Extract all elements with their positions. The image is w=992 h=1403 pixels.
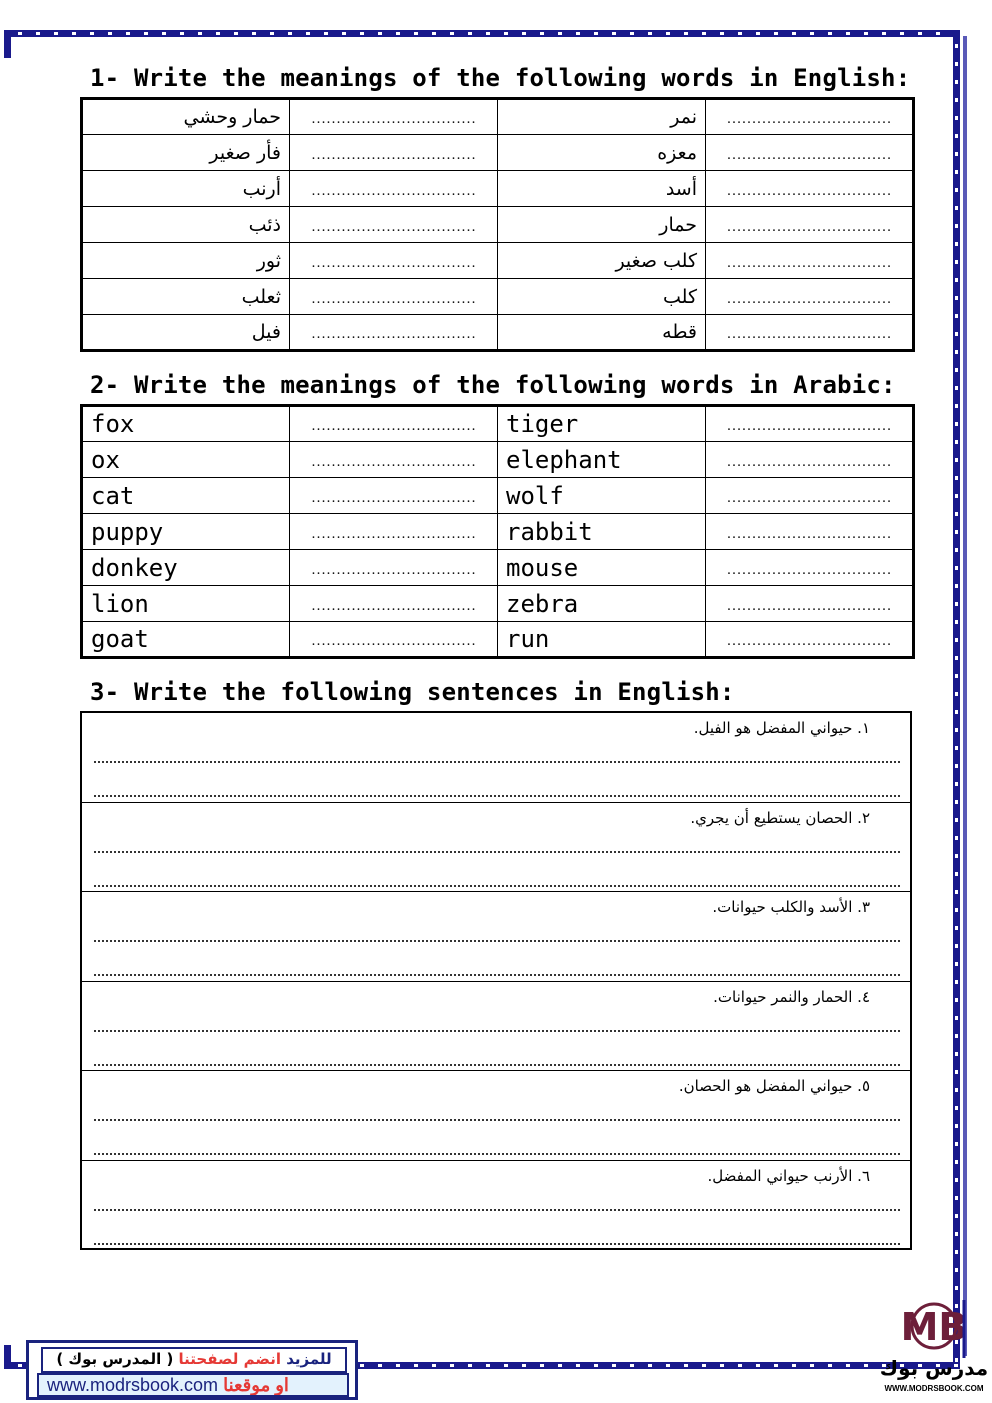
word-cell: puppy	[82, 514, 290, 550]
logo-name: مدرس بوك	[879, 1356, 989, 1380]
answer-line[interactable]	[94, 940, 900, 942]
answer-blank[interactable]: ……………………………	[706, 514, 914, 550]
section2-table	[80, 404, 915, 659]
answer-blank[interactable]: ……………………………	[290, 406, 498, 442]
table-row	[82, 586, 914, 622]
sentence-item	[82, 713, 910, 803]
answer-blank[interactable]: ……………………………	[290, 279, 498, 315]
table-row	[82, 442, 914, 478]
word-cell: أرنب	[82, 171, 290, 207]
section1-table	[80, 97, 915, 352]
word-cell: zebra	[498, 586, 706, 622]
sentence-text: ٣. الأسد والكلب حيوانات.	[712, 898, 870, 916]
word-cell: أسد	[498, 171, 706, 207]
word-cell: فأر صغير	[82, 135, 290, 171]
word-cell: wolf	[498, 478, 706, 514]
table-row	[82, 135, 914, 171]
word-cell: ثعلب	[82, 279, 290, 315]
answer-blank[interactable]: ……………………………	[290, 550, 498, 586]
frame-top-border	[4, 30, 960, 37]
word-cell: cat	[82, 478, 290, 514]
sentence-item	[82, 1071, 910, 1161]
table-row	[82, 279, 914, 315]
footer-or-site-text: او موقعنا	[223, 1375, 289, 1395]
modrsbook-logo	[878, 1296, 990, 1400]
sentence-text: ٤. الحمار والنمر حيوانات.	[713, 987, 870, 1006]
answer-blank[interactable]: ……………………………	[706, 586, 914, 622]
answer-blank[interactable]: ……………………………	[290, 207, 498, 243]
footer-page-name: ( المدرس بوك )	[56, 1350, 174, 1368]
sentence-item	[82, 892, 910, 982]
word-cell: حمار وحشي	[82, 99, 290, 135]
answer-line[interactable]	[94, 1030, 900, 1032]
answer-line[interactable]	[94, 1153, 900, 1155]
word-cell: ثور	[82, 243, 290, 279]
frame-outer-right-border	[963, 36, 967, 1356]
footer-ad-box[interactable]	[26, 1340, 358, 1400]
answer-blank[interactable]: ……………………………	[290, 243, 498, 279]
logo-url: WWW.MODRSBOOK.COM	[884, 1384, 984, 1393]
table-row	[82, 315, 914, 351]
word-cell: نمر	[498, 99, 706, 135]
answer-blank[interactable]: ……………………………	[706, 622, 914, 658]
word-cell: elephant	[498, 442, 706, 478]
word-cell: mouse	[498, 550, 706, 586]
word-cell: كلب	[498, 279, 706, 315]
sentence-text: ٥. حيواني المفضل هو الحصان.	[678, 1077, 870, 1095]
answer-blank[interactable]: ……………………………	[706, 243, 914, 279]
table-row	[82, 171, 914, 207]
answer-blank[interactable]: ……………………………	[706, 478, 914, 514]
answer-blank[interactable]: ……………………………	[290, 478, 498, 514]
word-cell: rabbit	[498, 514, 706, 550]
answer-blank[interactable]: ……………………………	[706, 406, 914, 442]
sentence-item	[82, 803, 910, 893]
word-cell: fox	[82, 406, 290, 442]
table-row	[82, 207, 914, 243]
answer-line[interactable]	[94, 1119, 900, 1121]
word-cell: run	[498, 622, 706, 658]
section3-heading: 3- Write the following sentences in English:	[90, 678, 735, 706]
footer-url-link[interactable]: www.modrsbook.com	[47, 1375, 219, 1395]
word-cell: ذئب	[82, 207, 290, 243]
answer-blank[interactable]: ……………………………	[290, 135, 498, 171]
answer-line[interactable]	[94, 1243, 900, 1245]
answer-line[interactable]	[94, 851, 900, 853]
section2-heading: 2- Write the meanings of the following words in Arabic:	[90, 371, 896, 399]
answer-blank[interactable]: ……………………………	[290, 99, 498, 135]
word-cell: كلب صغير	[498, 243, 706, 279]
answer-blank[interactable]: ……………………………	[706, 207, 914, 243]
frame-right-border	[953, 30, 960, 1369]
answer-line[interactable]	[94, 885, 900, 887]
word-cell: حمار	[498, 207, 706, 243]
word-cell: قطه	[498, 315, 706, 351]
answer-line[interactable]	[94, 974, 900, 976]
word-cell: donkey	[82, 550, 290, 586]
table-row	[82, 406, 914, 442]
answer-line[interactable]	[94, 795, 900, 797]
answer-blank[interactable]: ……………………………	[706, 442, 914, 478]
sentence-item	[82, 982, 910, 1072]
table-row	[82, 243, 914, 279]
frame-left-corner-top	[4, 30, 11, 58]
answer-blank[interactable]: ……………………………	[706, 315, 914, 351]
word-cell: ox	[82, 442, 290, 478]
table-row	[82, 478, 914, 514]
word-cell: lion	[82, 586, 290, 622]
section1-heading: 1- Write the meanings of the following words in English:	[90, 64, 911, 92]
table-row	[82, 514, 914, 550]
answer-blank[interactable]: ……………………………	[706, 279, 914, 315]
word-cell: معزه	[498, 135, 706, 171]
answer-blank[interactable]: ……………………………	[290, 442, 498, 478]
answer-line[interactable]	[94, 1209, 900, 1211]
answer-blank[interactable]: ……………………………	[290, 171, 498, 207]
sentence-item	[82, 1161, 910, 1251]
sentence-text: ١. حيواني المفضل هو الفيل.	[693, 719, 870, 737]
table-row	[82, 550, 914, 586]
answer-blank[interactable]: ……………………………	[290, 514, 498, 550]
footer-more-text: للمزيد	[286, 1350, 332, 1368]
answer-blank[interactable]: ……………………………	[290, 315, 498, 351]
sentence-text: ٢. الحصان يستطيع أن يجري.	[690, 808, 870, 827]
footer-url-banner[interactable]	[37, 1373, 349, 1397]
answer-line[interactable]	[94, 761, 900, 763]
word-cell: goat	[82, 622, 290, 658]
word-cell: فيل	[82, 315, 290, 351]
answer-blank[interactable]: ……………………………	[706, 550, 914, 586]
word-cell: tiger	[498, 406, 706, 442]
section3-sentences-box	[80, 711, 912, 1250]
answer-line[interactable]	[94, 1064, 900, 1066]
footer-join-text: انضم لصفحتنا	[178, 1350, 281, 1368]
table-row	[82, 622, 914, 658]
table-row	[82, 99, 914, 135]
answer-blank[interactable]: ……………………………	[290, 622, 498, 658]
frame-left-corner-bottom	[4, 1345, 11, 1369]
footer-join-banner[interactable]	[41, 1347, 347, 1373]
answer-blank[interactable]: ……………………………	[706, 135, 914, 171]
sentence-text: ٦. الأرنب حيواني المفضل.	[707, 1166, 870, 1185]
answer-blank[interactable]: ……………………………	[290, 586, 498, 622]
logo-mark-text: MB	[900, 1305, 968, 1349]
answer-blank[interactable]: ……………………………	[706, 171, 914, 207]
answer-blank[interactable]: ……………………………	[706, 99, 914, 135]
